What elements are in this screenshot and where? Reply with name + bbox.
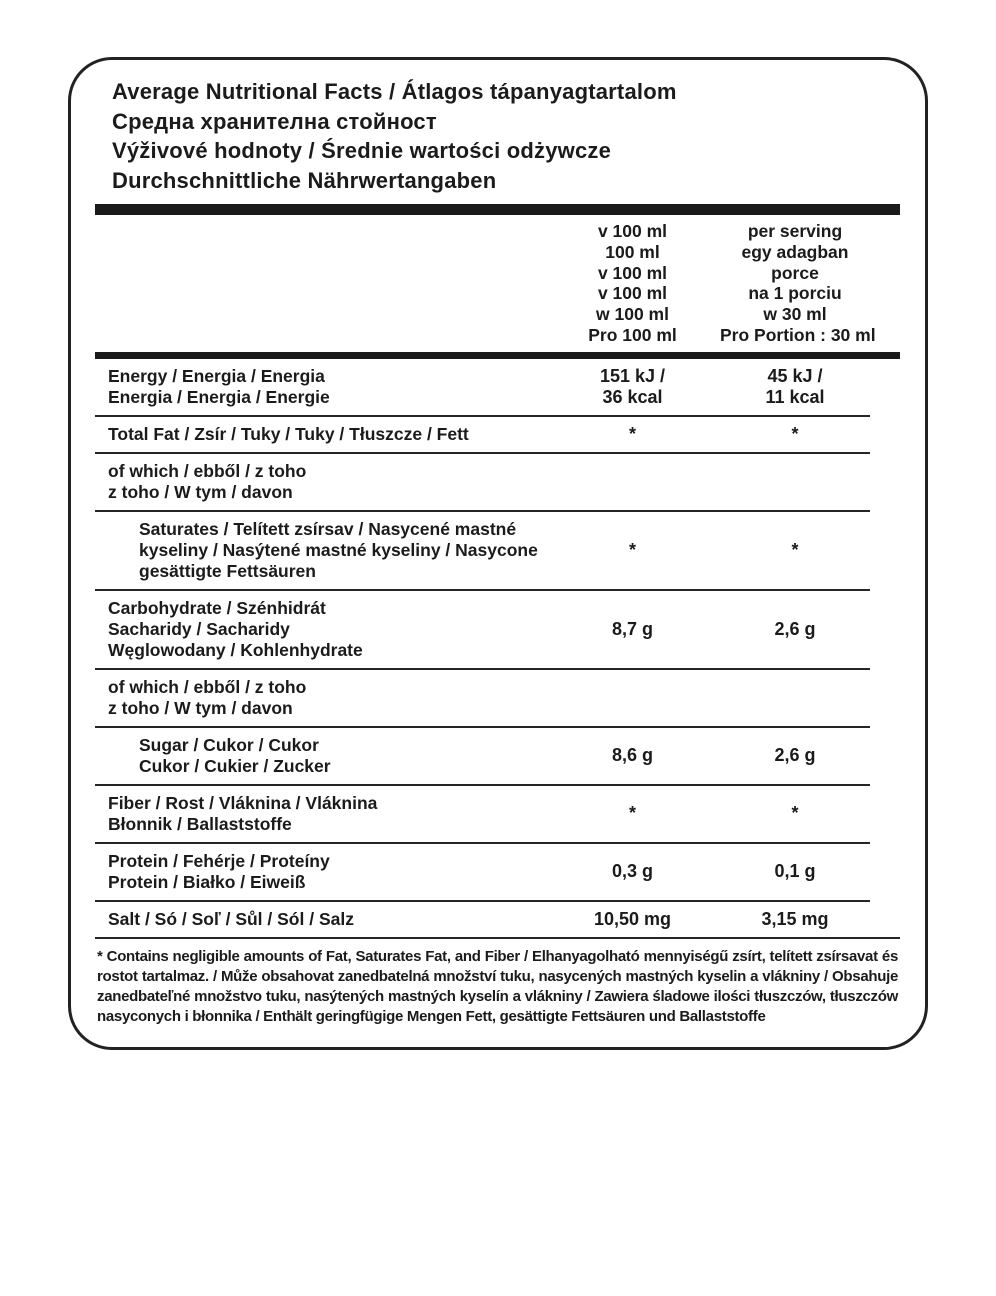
row-label-line: Sugar / Cukor / Cukor — [139, 734, 319, 755]
value-per-100ml — [545, 598, 720, 661]
col-header-line: w 30 ml — [763, 304, 827, 325]
table-row-sugar — [95, 726, 870, 784]
value-line: * — [628, 423, 636, 444]
row-label — [95, 677, 545, 719]
value-per-serving — [720, 793, 870, 835]
value-per-100ml — [545, 735, 720, 777]
table-row-fiber — [95, 784, 870, 842]
table-row-saturates — [95, 510, 870, 589]
value-line: 11 kcal — [765, 386, 825, 407]
col-header-per100 — [545, 221, 720, 346]
value-line: 45 kJ / — [767, 365, 823, 386]
value-per-serving — [720, 366, 870, 408]
value-line: * — [791, 539, 799, 560]
columns-divider-bar — [95, 352, 900, 359]
col-header-line: v 100 ml — [597, 283, 668, 304]
col-header-line: v 100 ml — [597, 262, 668, 283]
footnote: * Contains negligible amounts of Fat, Saturates Fat, and Fiber / Elhanyagolható mennyiségű zsírt, telített zsírsavat és rostot tartalmaz. / Může obsahovat zanedbatelná množství tuku, nasycených mastných kyselin a vlákniny / Obsahuje zanedbateľné množstvo tuku, nasýtených mastných kyselín a vlákniny / Zawiera śladowe ilości tłuszczów, tłuszczów nasyconych i błonnika / Enthält geringfügige Mengen Fett, gesättigte Fettsäuren und Ballaststoffe — [95, 937, 900, 1027]
col-header-line: Pro 100 ml — [588, 324, 677, 345]
table-row-of-which-carb — [95, 668, 870, 726]
col-header-line: Pro Portion : 30 ml — [720, 324, 876, 345]
row-label — [95, 366, 545, 408]
value-per-100ml — [545, 677, 720, 719]
row-label-line: Saturates / Telített zsírsav / Nasycené mastné — [139, 518, 517, 539]
value-line: * — [628, 539, 636, 560]
value-per-serving — [720, 519, 870, 582]
table-row-total-fat — [95, 415, 870, 452]
value-line: 0,3 g — [611, 861, 654, 882]
value-line: 36 kcal — [602, 386, 663, 407]
label-column-spacer — [95, 221, 545, 346]
value-per-100ml — [545, 519, 720, 582]
row-label-line: z toho / W tym / davon — [108, 697, 293, 718]
row-label — [95, 793, 545, 835]
col-header-line: w 100 ml — [596, 304, 669, 325]
value-per-100ml — [545, 366, 720, 408]
value-per-100ml — [545, 909, 720, 930]
header-divider-bar — [95, 204, 900, 215]
value-line: * — [791, 803, 799, 824]
column-headers — [95, 215, 876, 352]
title-line-sk-pl: Výživové hodnoty / Średnie wartości odżywcze — [112, 138, 612, 163]
table-row-of-which-fat — [95, 452, 870, 510]
nutrition-label — [68, 57, 928, 1050]
value-per-serving — [720, 461, 870, 503]
table-row-energy — [95, 359, 870, 415]
col-header-serving — [720, 221, 876, 346]
row-label-line: Węglowodany / Kohlenhydrate — [108, 639, 363, 660]
label-title — [112, 77, 895, 195]
value-per-serving — [720, 677, 870, 719]
value-line: 2,6 g — [774, 745, 816, 766]
row-label — [95, 735, 545, 777]
row-label-line: Fiber / Rost / Vláknina / Vláknina — [108, 792, 378, 813]
row-label-line: of which / ebből / z toho — [108, 676, 307, 697]
value-per-100ml — [545, 424, 720, 445]
col-header-line: porce — [771, 262, 819, 283]
value-per-serving — [720, 851, 870, 893]
row-label — [95, 598, 545, 661]
col-header-line: v 100 ml — [597, 221, 668, 241]
table-row-carbohydrate — [95, 589, 870, 668]
row-label-line: Energy / Energia / Energia — [108, 365, 325, 386]
table-row-salt — [95, 900, 870, 937]
row-label-line: Protein / Białko / Eiweiß — [108, 871, 306, 892]
value-line: * — [628, 803, 636, 824]
value-per-serving — [720, 735, 870, 777]
row-label — [95, 424, 545, 445]
nutrition-rows — [95, 359, 870, 937]
value-line: 0,1 g — [774, 861, 816, 882]
col-header-line: per serving — [747, 221, 843, 241]
value-line: 3,15 mg — [761, 908, 829, 929]
row-label-line: z toho / W tym / davon — [108, 481, 293, 502]
value-per-serving — [720, 424, 870, 445]
title-line-bg: Средна хранителна стойност — [112, 108, 437, 134]
title-line-de: Durchschnittliche Nährwertangaben — [112, 167, 497, 193]
title-line-en-hu: Average Nutritional Facts / Átlagos tápanyagtartalom — [112, 79, 677, 104]
col-header-line: 100 ml — [605, 241, 660, 262]
value-per-100ml — [545, 851, 720, 893]
row-label-line: gesättigte Fettsäuren — [139, 560, 316, 581]
row-label-line: Total Fat / Zsír / Tuky / Tuky / Tłuszcze / Fett — [108, 423, 469, 444]
value-per-serving — [720, 909, 870, 930]
value-line: 2,6 g — [774, 618, 816, 639]
col-header-line: na 1 porciu — [748, 283, 842, 304]
row-label — [95, 851, 545, 893]
row-label-line: Salt / Só / Soľ / Sůl / Sól / Salz — [108, 908, 354, 929]
col-header-line: egy adagban — [741, 241, 849, 262]
row-label — [95, 519, 545, 582]
value-line: 8,7 g — [611, 618, 654, 639]
table-row-protein — [95, 842, 870, 900]
value-per-serving — [720, 598, 870, 661]
row-label-line: Cukor / Cukier / Zucker — [139, 755, 331, 776]
row-label-line: Energia / Energia / Energie — [108, 386, 330, 407]
value-line: 10,50 mg — [593, 908, 672, 929]
row-label-line: Protein / Fehérje / Proteíny — [108, 850, 330, 871]
value-line: * — [791, 423, 799, 444]
row-label-line: Błonnik / Ballaststoffe — [108, 813, 292, 834]
value-per-100ml — [545, 793, 720, 835]
row-label — [95, 909, 545, 930]
row-label-line: Sacharidy / Sacharidy — [108, 618, 290, 639]
row-label-line: kyseliny / Nasýtené mastné kyseliny / Nasycone — [139, 539, 538, 560]
row-label — [95, 461, 545, 503]
value-per-100ml — [545, 461, 720, 503]
value-line: 151 kJ / — [599, 365, 666, 386]
row-label-line: of which / ebből / z toho — [108, 460, 307, 481]
value-line: 8,6 g — [611, 745, 654, 766]
row-label-line: Carbohydrate / Szénhidrát — [108, 597, 326, 618]
